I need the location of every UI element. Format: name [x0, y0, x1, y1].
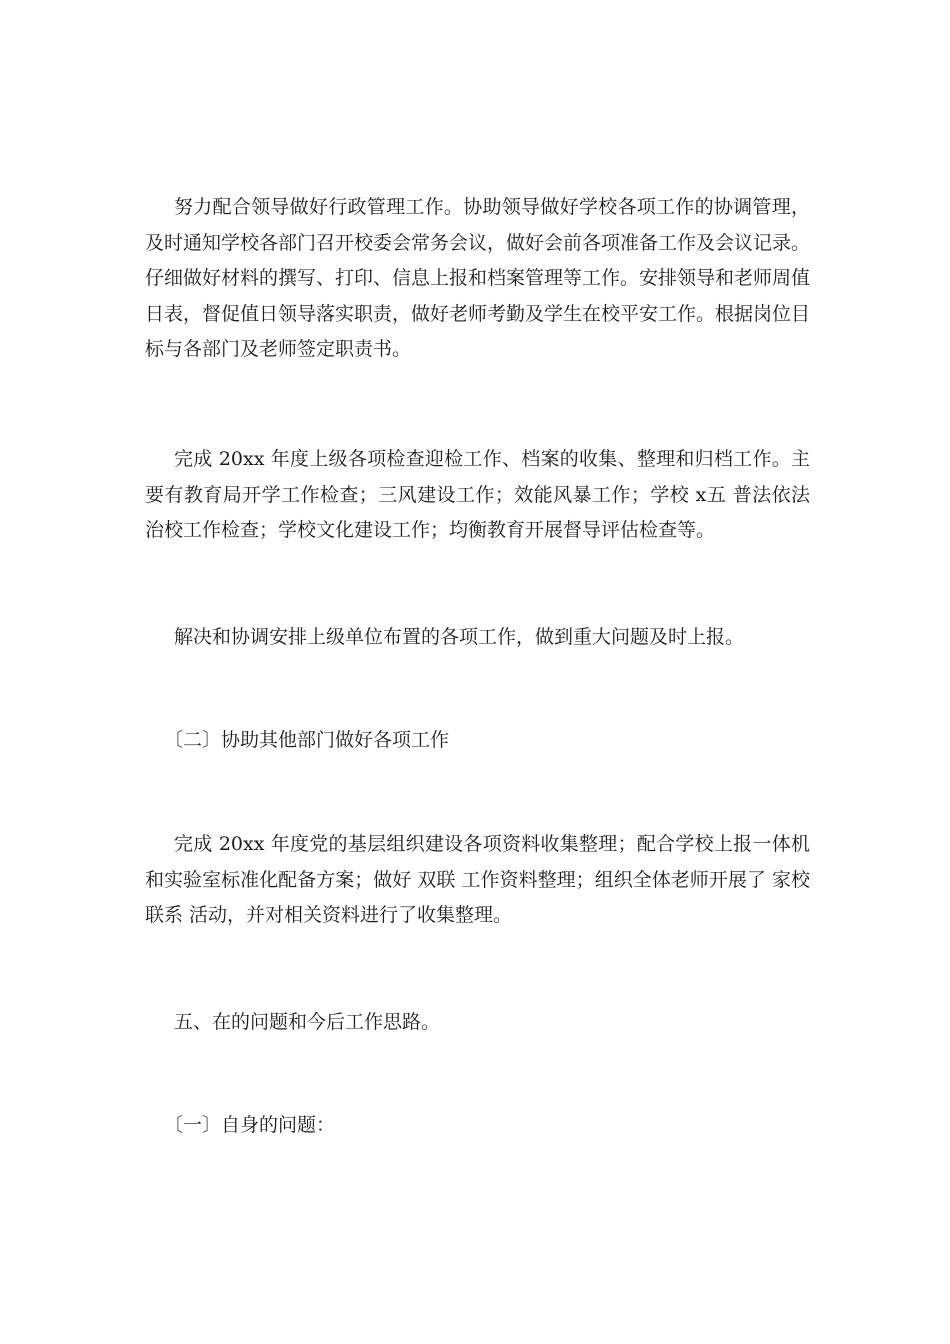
paragraph-party-organization: 完成 20xx 年度党的基层组织建设各项资料收集整理；配合学校上报一体机和实验室标准化配备方案；做好 双联 工作资料整理；组织全体老师开展了 家校联系 活动，并对相关资料进行了收集整理。	[145, 833, 810, 926]
section-heading-own-problems: 〔一〕自身的问题：	[164, 1114, 336, 1136]
paragraph-admin-work: 努力配合领导做好行政管理工作。协助领导做好学校各项工作的协调管理，及时通知学校各部门召开校委会常务会议，做好会前各项准备工作及会议记录。仔细做好材料的撰写、打印、信息上报和档案管理等工作。安排领导和老师周值日表，督促值日领导落实职责，做好老师考勤及学生在校平安工作。根据岗位目标与各部门及老师签定职责书。	[145, 196, 811, 360]
section-heading-problems-and-plans: 五、在的问题和今后工作思路。	[174, 1011, 441, 1033]
section-heading-assist-departments: 〔二〕协助其他部门做好各项工作	[164, 729, 450, 751]
paragraph-inspection-work: 完成 20xx 年度上级各项检查迎检工作、档案的收集、整理和归档工作。主要有教育局开学工作检查；三风建设工作；效能风暴工作；学校 x五 普法依法治校工作检查；学校文化建设工作；均衡教育开展督导评估检查等。	[145, 448, 810, 541]
paragraph-coordination: 解决和协调安排上级单位布置的各项工作，做到重大问题及时上报。	[174, 626, 745, 648]
